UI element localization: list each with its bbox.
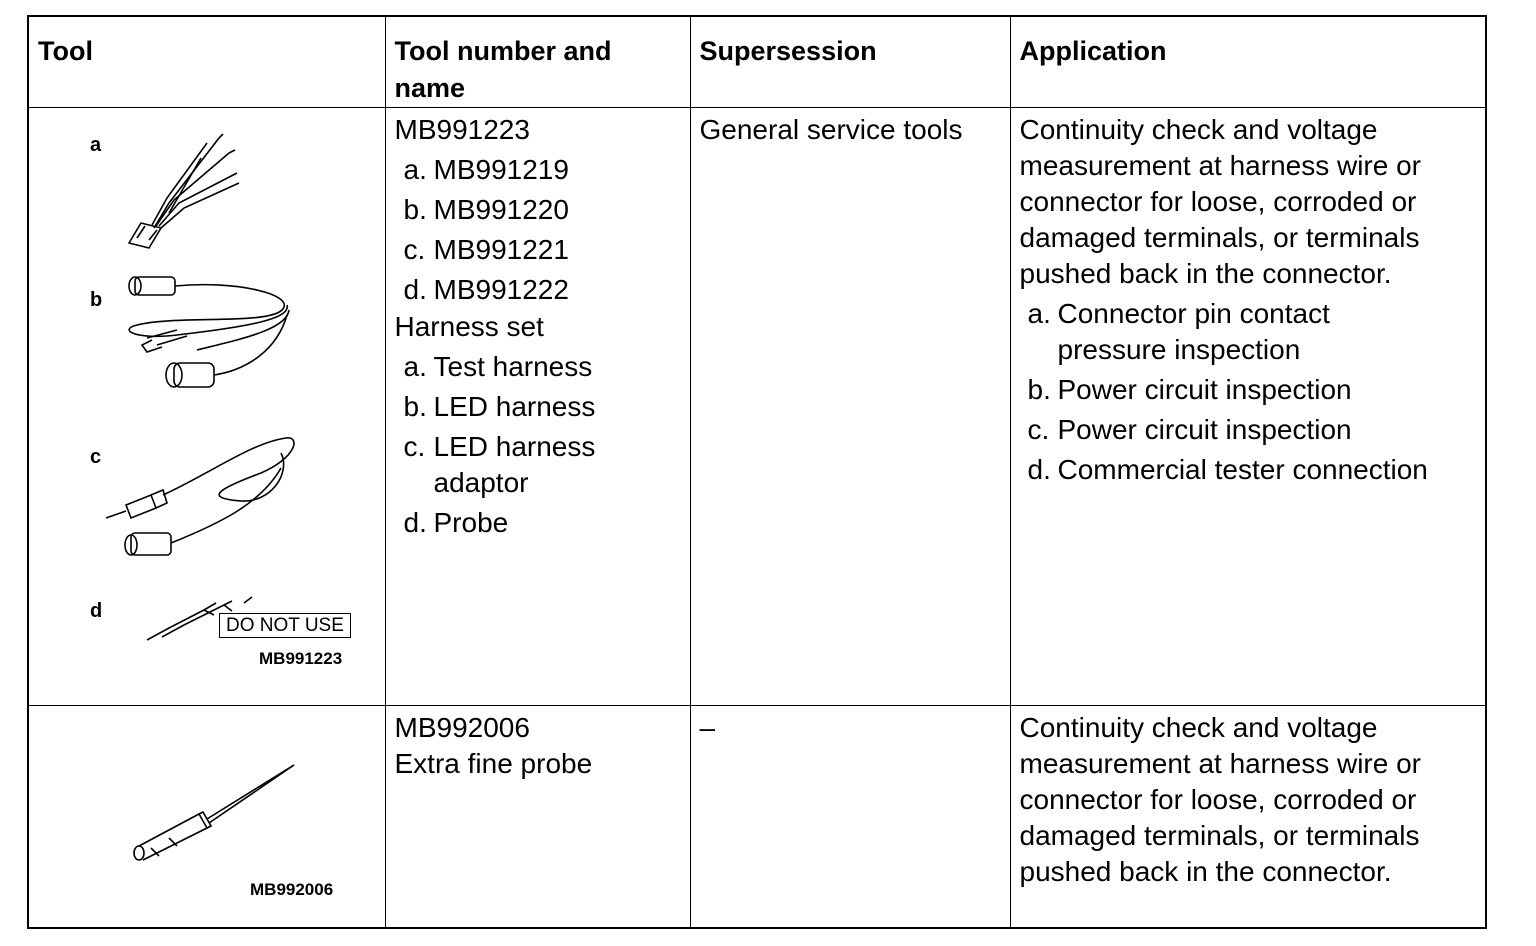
- tool-illustration-cell: [28, 706, 385, 928]
- tool-number: MB992006: [394, 712, 530, 743]
- supersession-cell: [690, 706, 1010, 928]
- table-row: [28, 108, 1486, 706]
- header-tool-number: Tool number and name: [385, 16, 690, 108]
- tool-letter-a: a: [90, 134, 102, 156]
- tool-number: MB991223: [394, 114, 530, 145]
- table-row: [28, 706, 1486, 928]
- application-cell: [1010, 108, 1486, 706]
- list-item: c. Power circuit inspection: [1027, 414, 1352, 445]
- tool-letter-c: c: [90, 446, 102, 468]
- tool-number-cell: [385, 706, 690, 928]
- supersession-text: –: [699, 712, 716, 743]
- application-cell: [1010, 706, 1486, 928]
- list-item: d. Probe: [403, 507, 509, 538]
- tool-name: Extra fine probe: [394, 748, 593, 779]
- list-item: a. MB991219: [403, 154, 569, 185]
- header-tool: Tool: [28, 16, 385, 108]
- list-item: b. MB991220: [403, 194, 569, 225]
- list-item: d. Commercial tester connection: [1027, 454, 1428, 485]
- test-harness-drawing: [109, 128, 249, 258]
- tool-code-label: MB991223: [259, 649, 343, 668]
- tool-illustration-cell: [28, 108, 385, 706]
- application-text: Continuity check and voltage measurement at harness wire or connector for loose, corroded or damaged terminals, or terminals pushed back in the connector.: [1019, 114, 1422, 289]
- tool-letter-d: d: [90, 600, 103, 622]
- header-application: Application: [1010, 16, 1486, 108]
- tool-number-cell: [385, 108, 690, 706]
- list-item: a. Test harness: [403, 351, 593, 382]
- extra-fine-probe-illustration: [29, 706, 385, 927]
- tool-letter-b: b: [90, 289, 103, 311]
- list-item: b. LED harness: [403, 391, 596, 422]
- extra-fine-probe-drawing: [129, 762, 299, 867]
- list-item: c. MB991221: [403, 234, 569, 265]
- supersession-cell: [690, 108, 1010, 706]
- special-tools-table: [27, 15, 1487, 929]
- harness-set-illustration: [29, 108, 385, 705]
- tool-number-content: [386, 108, 690, 541]
- header-supersession: Supersession: [690, 16, 1010, 108]
- supersession-text: General service tools: [699, 114, 963, 145]
- list-item: d. MB991222: [403, 274, 569, 305]
- application-text: Continuity check and voltage measurement at harness wire or connector for loose, corroded or damaged terminals, or terminals pushed back in the connector.: [1019, 712, 1422, 887]
- application-content: [1011, 108, 1486, 488]
- list-item: a. Connector pin contact pressure inspection: [1027, 298, 1330, 365]
- led-harness-adaptor-drawing: [101, 433, 301, 563]
- tool-number-content: [386, 706, 690, 782]
- header-row: [28, 16, 1486, 108]
- list-item: c. LED harness adaptor: [403, 431, 596, 498]
- do-not-use-label: DO NOT USE: [219, 613, 351, 638]
- tool-code-label: MB992006: [250, 880, 334, 899]
- list-item: b. Power circuit inspection: [1027, 374, 1352, 405]
- tool-name: Harness set: [394, 311, 544, 342]
- led-harness-drawing: [117, 270, 307, 400]
